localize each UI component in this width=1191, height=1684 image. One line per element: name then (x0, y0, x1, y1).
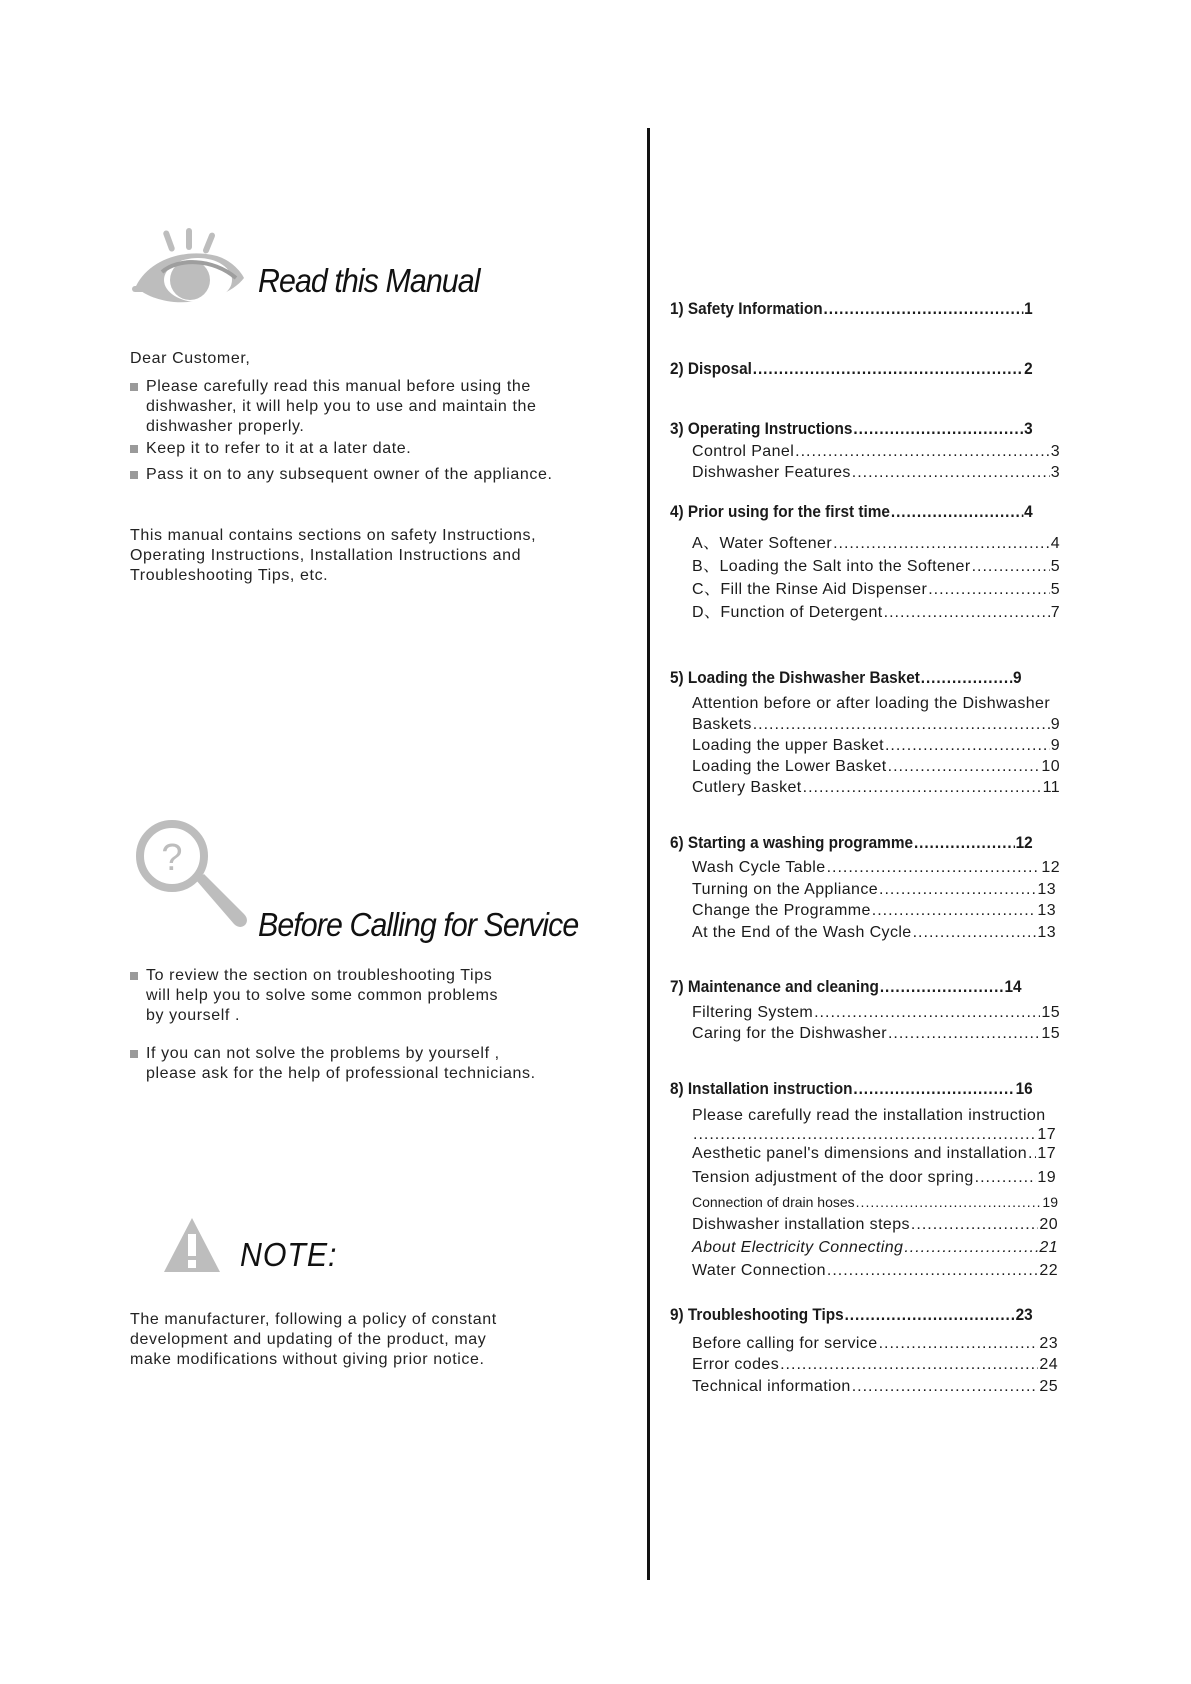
toc-item[interactable]: Wash Cycle Table ..... 12 (692, 859, 1060, 877)
toc-item-text[interactable]: Attention before or after loading the Dishwasher (692, 695, 1051, 712)
note-heading: NOTE: (240, 1236, 338, 1273)
toc-section[interactable]: 2) Disposal ..... 2 (670, 360, 1033, 379)
toc-item[interactable]: Cutlery Basket ..... 11 (692, 779, 1060, 797)
toc-item[interactable]: Tension adjustment of the door spring ..... 19 (692, 1169, 1056, 1187)
bullet-item: To review the section on troubleshooting Tips will help you to solve some common problems by yourself . (130, 966, 650, 1044)
toc-item[interactable]: C、Fill the Rinse Aid Dispenser ..... 5 (692, 576, 1060, 599)
toc-section[interactable]: 8) Installation instruction ..... 16 (670, 1080, 1033, 1099)
toc-section[interactable]: 9) Troubleshooting Tips ..... 23 (670, 1306, 1033, 1325)
manual-intro: This manual contains sections on safety Instructions, Operating Instructions, Installation Instructions and Troubleshooting Tips, etc. (130, 527, 537, 584)
toc-section[interactable]: 3) Operating Instructions ..... 3 (670, 420, 1033, 439)
toc-item-text[interactable]: Please carefully read the installation instruction (692, 1107, 1046, 1124)
eye-icon (132, 228, 256, 308)
bullet-item: Pass it on to any subsequent owner of the appliance. (130, 465, 650, 485)
toc-item[interactable]: Connection of drain hoses ..... 19 (692, 1194, 1058, 1210)
toc-section[interactable]: 5) Loading the Dishwasher Basket ..... 9 (670, 669, 1022, 688)
toc-item[interactable]: At the End of the Wash Cycle ..... 13 (692, 924, 1056, 942)
bullet-square-icon (130, 972, 138, 980)
toc-item[interactable]: D、Function of Detergent ..... 7 (692, 599, 1060, 622)
toc-item[interactable]: ..... 17 (692, 1126, 1056, 1144)
toc-item[interactable]: Filtering System ..... 15 (692, 1004, 1060, 1022)
toc-item[interactable]: Error codes ..... 24 (692, 1356, 1058, 1374)
toc-item[interactable]: Loading the upper Basket ..... 9 (692, 737, 1060, 755)
toc-item[interactable]: B、Loading the Salt into the Softener ..... 5 (692, 553, 1060, 576)
toc-item[interactable]: Baskets ..... 9 (692, 716, 1060, 734)
bullet-item: If you can not solve the problems by yourself , please ask for the help of professional technicians. (130, 1044, 650, 1084)
toc-item[interactable]: Change the Programme ..... 13 (692, 902, 1056, 920)
note-text: The manufacturer, following a policy of constant development and updating of the product, may make modifications without giving prior notice. (130, 1311, 497, 1368)
toc-item[interactable]: Loading the Lower Basket ..... 10 (692, 758, 1060, 776)
toc-item[interactable]: Dishwasher Features ..... 3 (692, 464, 1060, 482)
toc-item[interactable]: Technical information ..... 25 (692, 1378, 1058, 1396)
service-heading: Before Calling for Service (258, 906, 579, 943)
toc-item[interactable]: Caring for the Dishwasher ..... 15 (692, 1025, 1060, 1043)
toc-section[interactable]: 4) Prior using for the first time ..... 4 (670, 503, 1033, 522)
bullet-square-icon (130, 445, 138, 453)
warning-icon (162, 1216, 222, 1274)
greeting: Dear Customer, (130, 350, 251, 367)
read-manual-heading: Read this Manual (258, 262, 480, 299)
toc-item[interactable]: A、Water Softener ..... 4 (692, 530, 1060, 553)
toc-section[interactable]: 6) Starting a washing programme ..... 12 (670, 834, 1033, 853)
svg-text:?: ? (161, 837, 183, 879)
read-manual-bullets (130, 377, 650, 485)
toc-section[interactable]: 7) Maintenance and cleaning ..... 14 (670, 978, 1022, 997)
bullet-item: Please carefully read this manual before using the dishwasher, it will help you to use and maintain the dishwasher properly. (130, 377, 650, 439)
magnifier-question-icon (134, 818, 250, 938)
toc-item[interactable]: Before calling for service ..... 23 (692, 1335, 1058, 1353)
toc-item[interactable]: Aesthetic panel's dimensions and installation ..... 17 (692, 1145, 1056, 1163)
bullet-item: Keep it to refer to it at a later date. (130, 439, 650, 465)
toc-item[interactable]: Water Connection ..... 22 (692, 1262, 1058, 1280)
toc-item[interactable]: Turning on the Appliance ..... 13 (692, 881, 1056, 899)
toc-item[interactable]: Control Panel ..... 3 (692, 443, 1060, 461)
toc-item[interactable]: About Electricity Connecting ..... 21 (692, 1239, 1058, 1257)
bullet-square-icon (130, 383, 138, 391)
service-bullets (130, 966, 650, 1084)
bullet-square-icon (130, 471, 138, 479)
toc-item[interactable]: Dishwasher installation steps ..... 20 (692, 1216, 1058, 1234)
column-divider (647, 128, 650, 1580)
bullet-square-icon (130, 1050, 138, 1058)
toc-section[interactable]: 1) Safety Information ..... 1 (670, 300, 1033, 319)
